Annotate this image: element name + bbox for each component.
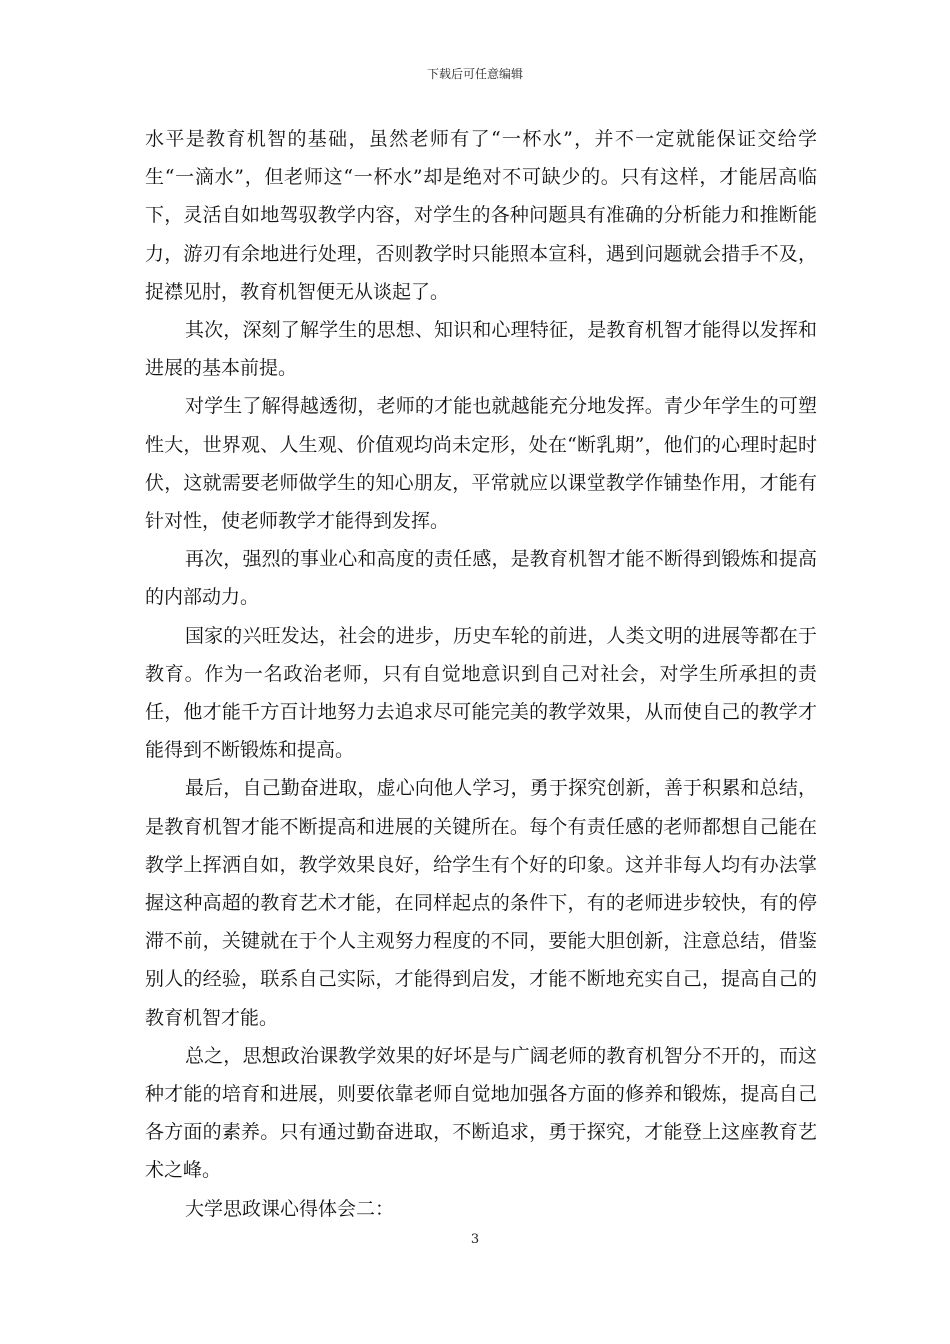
page-number: 3 [470, 1232, 480, 1247]
paragraph: 国家的兴旺发达，社会的进步，历史车轮的前进，人类文明的进展等都在于教育。作为一名政治老师，只有自觉地意识到自己对社会，对学生所承担的责任，他才能千方百计地努力去追求尽可能完美的教学效果，从而使自己的教学才能得到不断锻炼和提高。 [145, 624, 817, 762]
document-body [145, 120, 817, 1228]
paragraph-final-point: 最后，自己勤奋进取，虚心向他人学习，勇于探究创新，善于积累和总结，是教育机智才能不断提高和进展的关键所在。每个有责任感的老师都想自己能在教学上挥洒自如，教学效果良好，给学生有个好的印象。这并非每人均有办法掌握这种高超的教育艺术才能，在同样起点的条件下，有的老师进步较快，有的停滞不前，关键就在于个人主观努力程度的不同，要能大胆创新，注意总结，借鉴别人的经验，联系自己实际，才能得到启发，才能不断地充实自己，提高自己的教育机智才能。 [145, 777, 817, 1029]
paragraph-continued: 水平是教育机智的基础，虽然老师有了“一杯水”，并不一定就能保证交给学生“一滴水”，但老师这“一杯水”却是绝对不可缺少的。只有这样，才能居高临下，灵活自如地驾驭教学内容，对学生的各种问题具有准确的分析能力和推断能力，游刃有余地进行处理，否则教学时只能照本宣科，遇到问题就会措手不及，捉襟见肘，教育机智便无从谈起了。 [145, 128, 817, 303]
section-heading: 大学思政课心得体会二： [185, 1197, 395, 1220]
paragraph: 对学生了解得越透彻，老师的才能也就越能充分地发挥。青少年学生的可塑性大，世界观、人生观、价值观均尚未定形，处在“断乳期”，他们的心理时起时伏，这就需要老师做学生的知心朋友，平常就应以课堂教学作铺垫作用，才能有针对性，使老师教学才能得到发挥。 [145, 395, 817, 533]
page-header: 下载后可任意编辑 [426, 67, 523, 81]
paragraph-conclusion: 总之，思想政治课教学效果的好坏是与广阔老师的教育机智分不开的，而这种才能的培育和进展，则要依靠老师自觉地加强各方面的修养和锻炼，提高自己各方面的素养。只有通过勤奋进取，不断追求，勇于探究，才能登上这座教育艺术之峰。 [145, 1044, 817, 1182]
paragraph-third-point: 再次，强烈的事业心和高度的责任感，是教育机智才能不断得到锻炼和提高的内部动力。 [145, 548, 817, 609]
paragraph-second-point: 其次，深刻了解学生的思想、知识和心理特征，是教育机智才能得以发挥和进展的基本前提。 [145, 319, 817, 380]
